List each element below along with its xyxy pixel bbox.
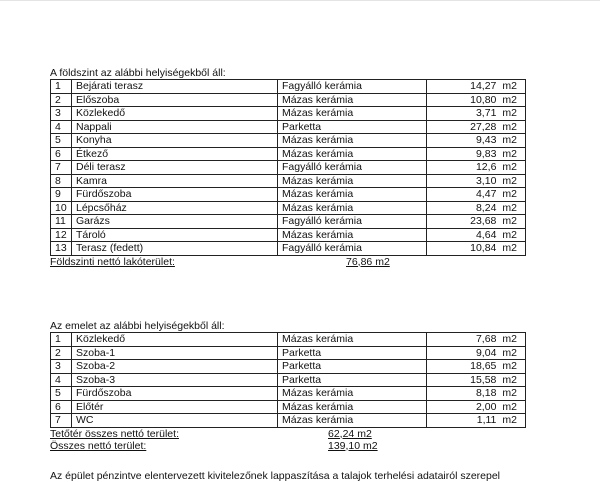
- room-area: [427, 414, 526, 428]
- room-name: Bejárati terasz: [72, 80, 278, 94]
- room-floor-material: Mázas kerámia: [278, 400, 427, 414]
- room-area-unit: m2: [502, 120, 517, 133]
- room-name: Közlekedő: [72, 107, 278, 121]
- room-floor-material: Fagyálló kerámia: [278, 242, 427, 256]
- table-row: [51, 215, 526, 229]
- room-area-value: 4,47: [475, 188, 497, 200]
- room-name: Konyha: [72, 134, 278, 148]
- room-area-unit: m2: [502, 346, 517, 359]
- room-area: [427, 360, 526, 374]
- room-floor-material: Parketta: [278, 373, 427, 387]
- room-number: 8: [51, 174, 72, 188]
- room-area-unit: m2: [502, 201, 517, 214]
- room-number: 1: [51, 333, 72, 347]
- room-number: 10: [51, 201, 72, 215]
- room-floor-material: Mázas kerámia: [278, 333, 427, 347]
- room-area-unit: m2: [502, 147, 517, 160]
- room-name: Fürdőszoba: [72, 188, 278, 202]
- upper-floor-total: [50, 428, 526, 440]
- room-floor-material: Fagyálló kerámia: [278, 161, 427, 175]
- room-name: Előtér: [72, 400, 278, 414]
- room-number: 3: [51, 360, 72, 374]
- room-name: Szoba-3: [72, 373, 278, 387]
- table-row: [51, 174, 526, 188]
- ground-floor-section: [50, 67, 526, 268]
- room-area-value: 27,28: [470, 120, 497, 133]
- room-floor-material: Fagyálló kerámia: [278, 215, 427, 229]
- room-area-value: 9,43: [475, 134, 497, 146]
- room-area-unit: m2: [502, 333, 517, 345]
- room-area-value: 3,71: [475, 107, 497, 119]
- room-area-unit: m2: [502, 174, 517, 187]
- room-area-value: 18,65: [470, 360, 497, 372]
- room-area: [427, 174, 526, 188]
- ground-floor-caption: A földszint az alábbi helyiségekből áll:: [50, 67, 226, 79]
- room-name: Fürdőszoba: [72, 387, 278, 401]
- room-area-value: 23,68: [470, 215, 497, 227]
- room-floor-material: Parketta: [278, 360, 427, 374]
- room-floor-material: Mázas kerámia: [278, 93, 427, 107]
- table-row: [51, 360, 526, 374]
- table-row: [51, 188, 526, 202]
- room-area-unit: m2: [502, 215, 517, 227]
- room-number: 2: [51, 346, 72, 360]
- room-area: [427, 107, 526, 121]
- room-area: [427, 346, 526, 360]
- room-name: Kamra: [72, 174, 278, 188]
- room-area: [427, 400, 526, 414]
- room-area-value: 12,6: [475, 161, 497, 173]
- ground-floor-total-value: 76,86 m2: [346, 255, 390, 268]
- room-name: Déli terasz: [72, 161, 278, 175]
- table-row: [51, 120, 526, 134]
- table-row: [51, 147, 526, 161]
- room-area: [427, 215, 526, 229]
- room-area-value: 1,11: [476, 414, 497, 426]
- table-row: [51, 373, 526, 387]
- room-area-value: 10,80: [470, 93, 497, 106]
- table-row: [51, 333, 526, 347]
- room-area: [427, 80, 526, 94]
- room-area-unit: m2: [502, 373, 517, 386]
- room-number: 5: [51, 387, 72, 401]
- room-area-unit: m2: [502, 242, 517, 254]
- room-floor-material: Mázas kerámia: [278, 174, 427, 188]
- room-area-value: 14,27: [470, 80, 497, 92]
- room-floor-material: Mázas kerámia: [278, 107, 427, 121]
- room-number: 4: [51, 120, 72, 134]
- room-area: [427, 373, 526, 387]
- room-floor-material: Parketta: [278, 120, 427, 134]
- room-name: Garázs: [72, 215, 278, 229]
- table-row: [51, 107, 526, 121]
- room-number: 3: [51, 107, 72, 121]
- room-number: 6: [51, 147, 72, 161]
- room-floor-material: Mázas kerámia: [278, 201, 427, 215]
- table-row: [51, 80, 526, 94]
- room-name: Szoba-2: [72, 360, 278, 374]
- table-row: [51, 242, 526, 256]
- upper-floor-section: [50, 320, 526, 452]
- room-area-value: 2,00: [475, 400, 497, 413]
- room-name: Tároló: [72, 228, 278, 242]
- grand-total: [50, 440, 526, 452]
- table-row: [51, 228, 526, 242]
- room-name: Terasz (fedett): [72, 242, 278, 256]
- room-floor-material: Mázas kerámia: [278, 228, 427, 242]
- room-name: Szoba-1: [72, 346, 278, 360]
- room-number: 4: [51, 373, 72, 387]
- room-area: [427, 93, 526, 107]
- room-number: 6: [51, 400, 72, 414]
- room-area: [427, 242, 526, 256]
- room-area-value: 8,24: [475, 201, 497, 214]
- room-area-value: 15,58: [470, 373, 497, 386]
- room-floor-material: Mázas kerámia: [278, 414, 427, 428]
- room-name: Közlekedő: [72, 333, 278, 347]
- room-area: [427, 161, 526, 175]
- room-area: [427, 188, 526, 202]
- room-area: [427, 120, 526, 134]
- table-row: [51, 201, 526, 215]
- room-number: 11: [51, 215, 72, 229]
- room-area: [427, 201, 526, 215]
- room-number: 12: [51, 228, 72, 242]
- room-area-unit: m2: [502, 134, 517, 146]
- room-area-unit: m2: [502, 414, 517, 426]
- room-area: [427, 387, 526, 401]
- grand-total-label: Összes nettó terület:: [50, 439, 147, 452]
- table-row: [51, 134, 526, 148]
- table-row: [51, 400, 526, 414]
- upper-floor-total-value: 62,24 m2: [328, 427, 372, 440]
- ground-floor-total-label: Földszinti nettó lakóterület:: [50, 255, 175, 268]
- room-area-unit: m2: [502, 107, 517, 119]
- room-number: 2: [51, 93, 72, 107]
- upper-floor-total-label: Tetőtér összes nettó terület:: [50, 427, 179, 440]
- page-top-rule: [0, 0, 600, 1]
- room-area-value: 9,04: [475, 346, 497, 359]
- room-floor-material: Fagyálló kerámia: [278, 80, 427, 94]
- room-area-value: 3,10: [475, 174, 497, 187]
- room-area-unit: m2: [502, 228, 517, 241]
- grand-total-value: 139,10 m2: [328, 439, 378, 452]
- room-area: [427, 228, 526, 242]
- room-area-unit: m2: [502, 400, 517, 413]
- upper-floor-caption: Az emelet az alábbi helyiségekből áll:: [50, 320, 225, 332]
- room-area-unit: m2: [502, 93, 517, 106]
- room-number: 7: [51, 161, 72, 175]
- room-floor-material: Mázas kerámia: [278, 147, 427, 161]
- ground-floor-total: [50, 256, 526, 268]
- room-area-unit: m2: [502, 360, 517, 372]
- room-floor-material: Parketta: [278, 346, 427, 360]
- ground-floor-table: [50, 79, 526, 256]
- room-number: 5: [51, 134, 72, 148]
- room-name: Előszoba: [72, 93, 278, 107]
- room-floor-material: Mázas kerámia: [278, 387, 427, 401]
- room-area-unit: m2: [502, 161, 517, 173]
- room-number: 1: [51, 80, 72, 94]
- room-area-unit: m2: [502, 80, 517, 92]
- room-area: [427, 333, 526, 347]
- room-area-value: 8,18: [475, 387, 497, 399]
- room-area-value: 7,68: [475, 333, 497, 345]
- room-area-unit: m2: [502, 387, 517, 399]
- room-name: Nappali: [72, 120, 278, 134]
- room-area-value: 4,64: [475, 228, 497, 241]
- room-name: Lépcsőház: [72, 201, 278, 215]
- room-area: [427, 147, 526, 161]
- room-number: 13: [51, 242, 72, 256]
- room-floor-material: Mázas kerámia: [278, 188, 427, 202]
- room-area-value: 10,84: [470, 242, 497, 254]
- room-name: WC: [72, 414, 278, 428]
- upper-floor-table: [50, 332, 526, 428]
- room-number: 7: [51, 414, 72, 428]
- room-area-value: 9,83: [475, 147, 497, 160]
- footer-note: Az épület pénzintve elentervezett kivitelezőnek lappaszítása a talajok terhelési adatairól szerepel: [50, 470, 501, 482]
- table-row: [51, 346, 526, 360]
- table-row: [51, 161, 526, 175]
- room-area: [427, 134, 526, 148]
- table-row: [51, 93, 526, 107]
- room-number: 9: [51, 188, 72, 202]
- table-row: [51, 414, 526, 428]
- room-floor-material: Mázas kerámia: [278, 134, 427, 148]
- room-name: Étkező: [72, 147, 278, 161]
- table-row: [51, 387, 526, 401]
- room-area-unit: m2: [502, 188, 517, 200]
